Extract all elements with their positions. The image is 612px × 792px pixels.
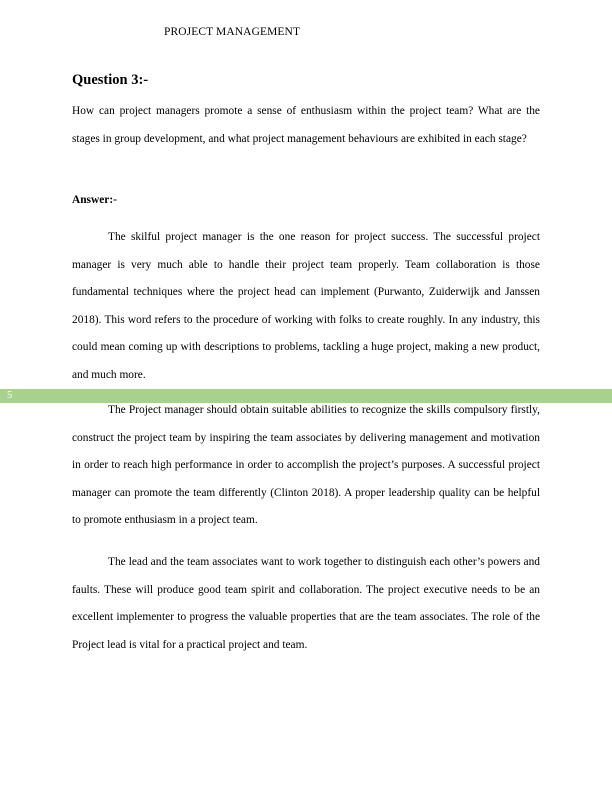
page-number: 5 (7, 390, 13, 401)
answer-paragraph-2: The Project manager should obtain suitable abilities to recognize the skills compulsory firstly, construct the project team by inspiring the team associates by delivering management and motivation in order to reach high performance in order to accomplish the project’s purposes. A successful project manager can promote the team differently (Clinton 2018). A proper leadership quality can be helpful to promote enthusiasm in a project team. (72, 404, 540, 526)
running-head: PROJECT MANAGEMENT (164, 26, 301, 38)
answer-paragraph-1: The skilful project manager is the one reason for project success. The successful project manager is very much able to handle their project team properly. Team collaboration is those fundamental techniques where the project head can implement (Purwanto, Zuiderwijk and Janssen 2018). This word refers to the procedure of working with folks to create roughly. In any industry, this could mean coming up with descriptions to problems, tackling a huge project, making a new product, and much more. (72, 231, 540, 381)
question-text: How can project managers promote a sense of enthusiasm within the project team? What are the stages in group development, and what project management behaviours are exhibited in each stage? (72, 105, 540, 145)
answer-label: Answer:- (72, 194, 117, 206)
answer-paragraph-3: The lead and the team associates want to work together to distinguish each other’s powers and faults. These will produce good team spirit and collaboration. The project executive needs to be an excellent implementer to progress the valuable properties that are the team associates. The role of the Project lead is vital for a practical project and team. (72, 556, 540, 651)
question-title: Question 3:- (72, 72, 149, 88)
